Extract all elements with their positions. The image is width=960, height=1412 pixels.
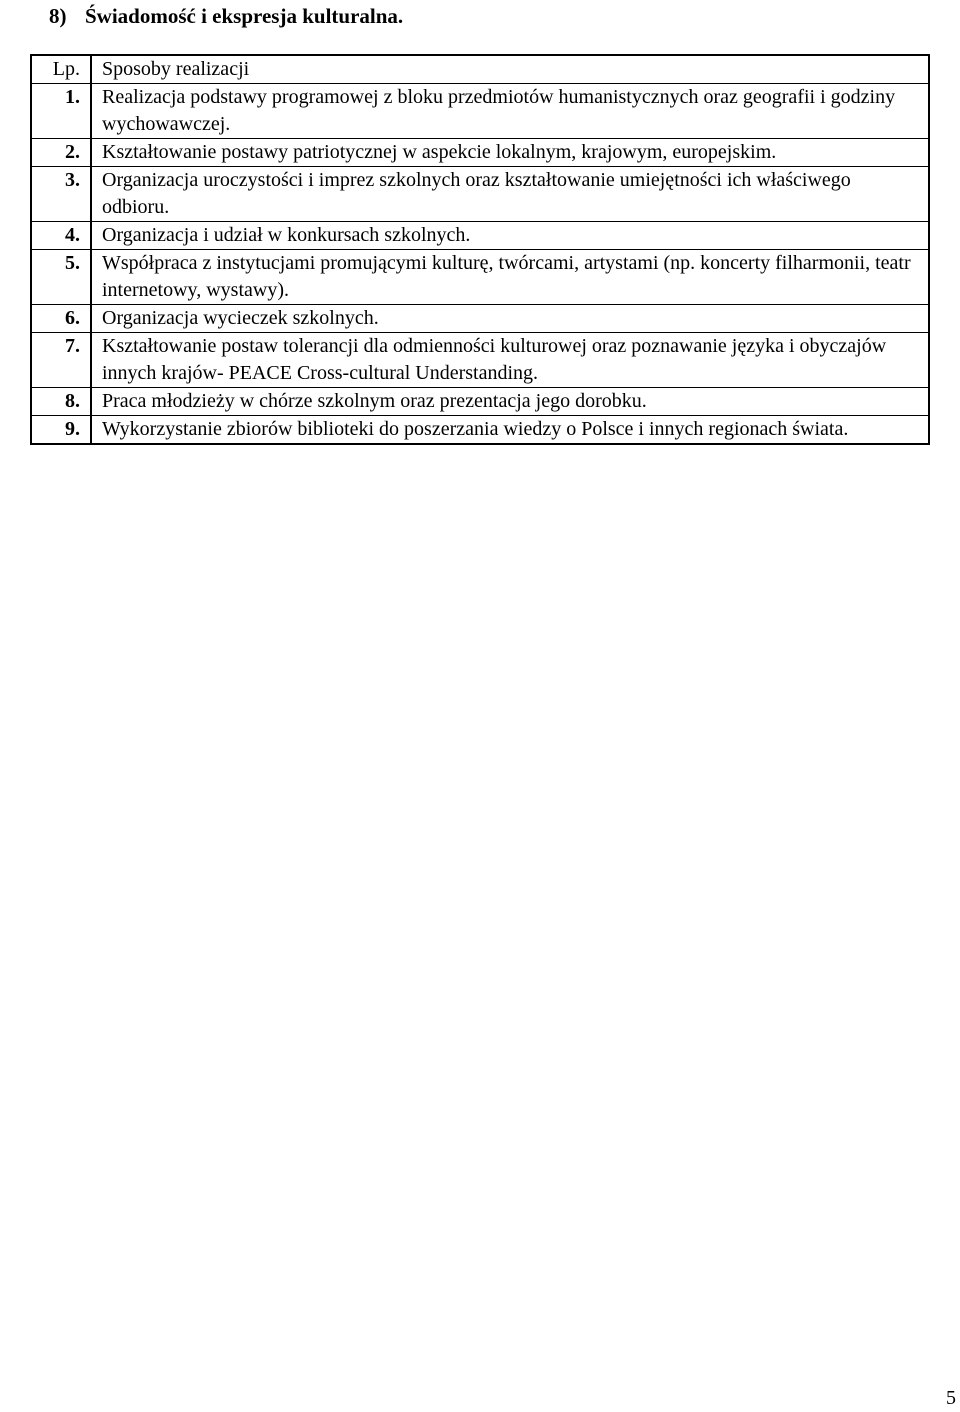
table-row [31,416,929,445]
row-number: 2. [31,139,91,167]
row-number: 6. [31,305,91,333]
table-row [31,84,929,139]
section-number: 8) [49,4,67,28]
header-lp: Lp. [31,55,91,84]
table-row [31,305,929,333]
row-text: Współpraca z instytucjami promującymi kulturę, twórcami, artystami (np. koncerty filharmonii, teatr internetowy, wystawy). [91,250,929,305]
row-number: 4. [31,222,91,250]
row-text: Kształtowanie postaw tolerancji dla odmienności kulturowej oraz poznawanie języka i obyczajów innych krajów- PEACE Cross-cultural Understanding. [91,333,929,388]
page-number: 5 [946,1387,956,1409]
header-methods: Sposoby realizacji [91,55,929,84]
row-number: 5. [31,250,91,305]
section-title: Świadomość i ekspresja kulturalna. [85,4,404,28]
row-text: Kształtowanie postawy patriotycznej w aspekcie lokalnym, krajowym, europejskim. [91,139,929,167]
table-row [31,250,929,305]
table-row [31,388,929,416]
table-row [31,333,929,388]
table-row [31,167,929,222]
row-number: 3. [31,167,91,222]
row-text: Praca młodzieży w chórze szkolnym oraz prezentacja jego dorobku. [91,388,929,416]
section-heading [49,2,403,30]
table-row [31,139,929,167]
row-number: 1. [31,84,91,139]
row-number: 8. [31,388,91,416]
row-text: Organizacja uroczystości i imprez szkolnych oraz kształtowanie umiejętności ich właściwego odbioru. [91,167,929,222]
table-header-row [31,55,929,84]
table-row [31,222,929,250]
row-text: Wykorzystanie zbiorów biblioteki do poszerzania wiedzy o Polsce i innych regionach świata. [91,416,929,445]
methods-table [30,54,930,445]
row-text: Realizacja podstawy programowej z bloku przedmiotów humanistycznych oraz geografii i godziny wychowawczej. [91,84,929,139]
row-number: 9. [31,416,91,445]
row-text: Organizacja wycieczek szkolnych. [91,305,929,333]
row-number: 7. [31,333,91,388]
row-text: Organizacja i udział w konkursach szkolnych. [91,222,929,250]
